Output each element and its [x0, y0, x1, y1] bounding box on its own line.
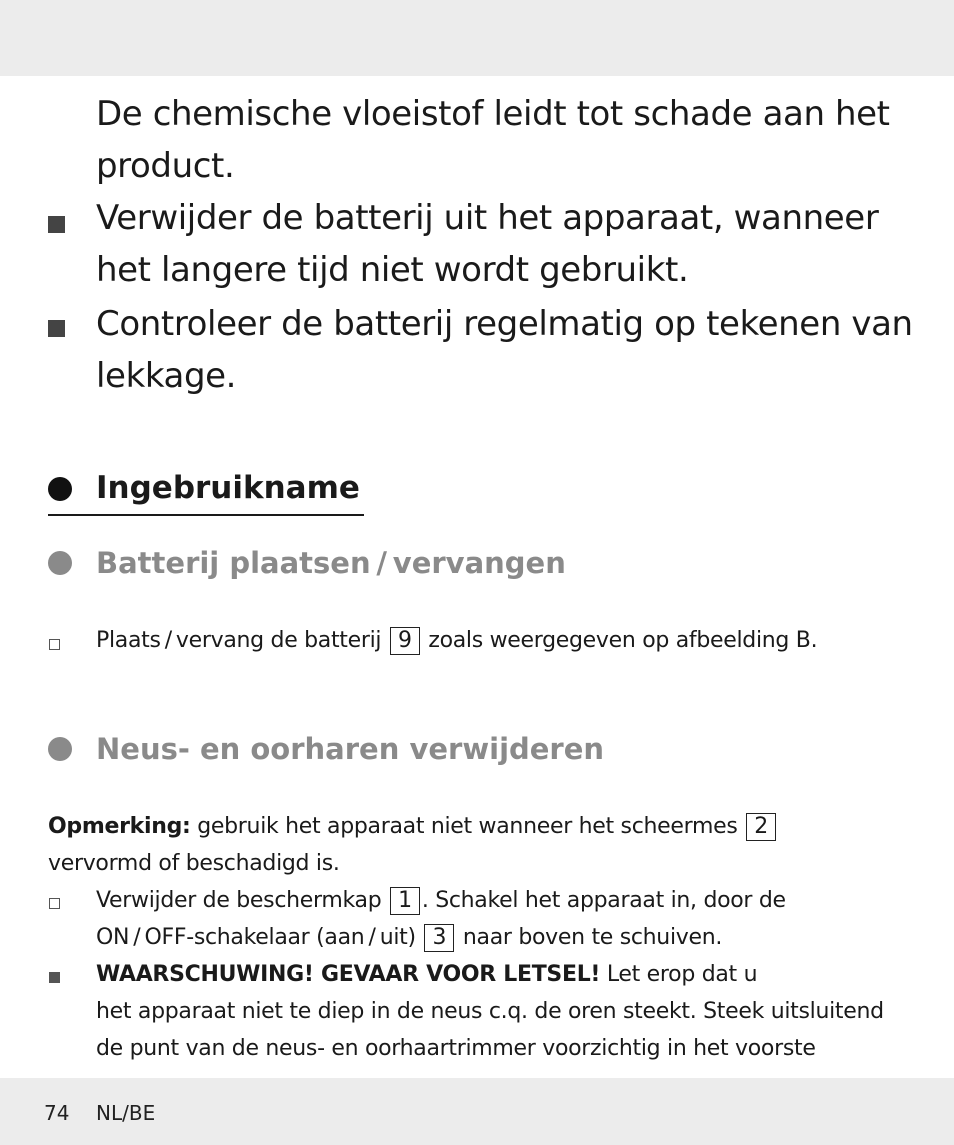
- section-dot-icon: [48, 477, 72, 501]
- warning-text: het apparaat niet te diep in de neus c.q. de oren steekt. Steek uitsluitend: [96, 999, 884, 1024]
- square-bullet-icon: [49, 972, 60, 983]
- step-text: naar boven te schuiven.: [462, 925, 723, 950]
- square-bullet-icon: [48, 216, 65, 233]
- text-line: Controleer de batterij regelmatig op tekenen van: [96, 304, 913, 344]
- subsection-title-trimming: Neus- en oorharen verwijderen: [96, 732, 605, 766]
- part-ref: 2: [746, 813, 776, 841]
- locale-label: NL/BE: [96, 1101, 156, 1125]
- checkbox-bullet-icon: [49, 898, 60, 909]
- warning-label: WAARSCHUWING! GEVAAR VOOR LETSEL!: [96, 962, 601, 987]
- step-text: Verwijder de beschermkap: [96, 888, 382, 913]
- part-ref: 1: [390, 887, 420, 915]
- note-label: Opmerking:: [48, 814, 191, 839]
- warning-text: de punt van de neus- en oorhaartrimmer voorzichtig in het voorste: [96, 1036, 816, 1061]
- battery-step: [96, 622, 817, 659]
- step-text: zoals weergegeven op afbeelding B.: [428, 628, 818, 653]
- subsection-title-battery: Batterij plaatsen / vervangen: [96, 546, 566, 580]
- section-title: Ingebruikname: [96, 470, 360, 506]
- text-line: product.: [96, 146, 235, 186]
- warning-text: Let erop dat u: [606, 962, 758, 987]
- text-line: De chemische vloeistof leidt tot schade aan het: [96, 94, 890, 134]
- part-ref: 9: [390, 627, 420, 655]
- note-text: vervormd of beschadigd is.: [48, 851, 340, 876]
- trimming-step: [96, 882, 926, 956]
- note: [48, 808, 918, 882]
- step-text: Plaats / vervang de batterij: [96, 628, 382, 653]
- warning-item: [96, 192, 926, 296]
- subsection-dot-icon: [48, 737, 72, 761]
- text-line: het langere tijd niet wordt gebruikt.: [96, 250, 689, 290]
- note-text: gebruik het apparaat niet wanneer het scheermes: [197, 814, 738, 839]
- section-underline: [48, 514, 364, 516]
- text-line: Verwijder de batterij uit het apparaat, wanneer: [96, 198, 879, 238]
- part-ref: 3: [424, 924, 454, 952]
- page-header-band: [0, 0, 954, 76]
- page-number: 74: [44, 1101, 70, 1125]
- warning-continuation: [96, 88, 926, 192]
- warning-item: [96, 298, 926, 402]
- step-text: . Schakel het apparaat in, door de: [421, 888, 786, 913]
- square-bullet-icon: [48, 320, 65, 337]
- checkbox-bullet-icon: [49, 639, 60, 650]
- text-line: lekkage.: [96, 356, 237, 396]
- subsection-dot-icon: [48, 551, 72, 575]
- injury-warning: [96, 956, 936, 1067]
- step-text: ON / OFF-schakelaar (aan / uit): [96, 925, 416, 950]
